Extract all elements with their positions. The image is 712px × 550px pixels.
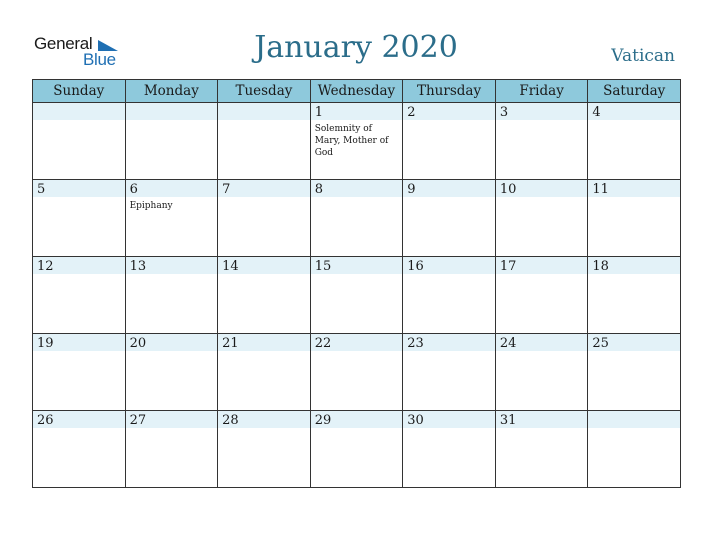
day-number: 17: [499, 259, 517, 274]
day-number: 27: [129, 413, 147, 428]
logo-word-general: General: [34, 34, 93, 53]
day-number: 29: [314, 413, 332, 428]
day-number: [33, 103, 125, 105]
day-cell: [588, 411, 681, 488]
day-number: 2: [407, 105, 416, 120]
day-cell: [125, 103, 218, 180]
day-cell: [125, 411, 218, 488]
day-number: 28: [222, 413, 239, 428]
day-number: 5: [37, 182, 46, 197]
day-number: 9: [407, 182, 416, 197]
weekday-header: Wednesday: [310, 80, 403, 103]
day-cell: [403, 411, 496, 488]
day-number: 31: [499, 413, 517, 428]
day-cell: [218, 103, 311, 180]
day-cell: [310, 103, 403, 180]
day-number: 7: [222, 182, 231, 197]
day-number: 12: [37, 259, 54, 274]
day-cell: [33, 334, 126, 411]
calendar-grid: [32, 79, 681, 488]
day-cell: [310, 180, 403, 257]
day-number: 3: [499, 105, 509, 120]
day-cell: [33, 180, 126, 257]
weekday-header: Saturday: [588, 80, 681, 103]
day-number: 30: [407, 413, 424, 428]
day-cell: [588, 103, 681, 180]
day-number-band: [588, 411, 680, 428]
day-cell: [310, 334, 403, 411]
logo-word-blue: Blue: [83, 50, 116, 69]
day-number: 8: [314, 182, 323, 197]
day-number: [218, 103, 310, 105]
day-cell: [125, 334, 218, 411]
day-number: 1: [314, 105, 323, 120]
weekday-header: Monday: [125, 80, 218, 103]
day-number: 18: [592, 259, 609, 274]
weekday-header: Sunday: [33, 80, 126, 103]
day-number: 21: [222, 336, 239, 351]
calendar-body: [33, 103, 681, 488]
day-number-band: [126, 103, 218, 120]
day-number: 14: [222, 259, 239, 274]
day-number: 4: [592, 105, 601, 120]
day-cell: [403, 103, 496, 180]
day-cell: [495, 334, 588, 411]
day-cell: [125, 257, 218, 334]
day-number: 22: [314, 336, 332, 351]
day-number: 24: [499, 336, 517, 351]
page-title: January 2020: [254, 30, 458, 65]
day-cell: [495, 411, 588, 488]
day-number: [126, 103, 218, 105]
day-number: 23: [407, 336, 424, 351]
day-cell: [33, 103, 126, 180]
day-cell: [310, 411, 403, 488]
day-number: 19: [37, 336, 54, 351]
day-number: 6: [129, 182, 138, 197]
day-cell: [588, 257, 681, 334]
week-row: [33, 411, 681, 488]
day-number: 26: [37, 413, 54, 428]
weekday-header: Friday: [495, 80, 588, 103]
day-number-band: [218, 103, 310, 120]
weekday-header: Tuesday: [218, 80, 311, 103]
week-row: [33, 257, 681, 334]
day-cell: [33, 257, 126, 334]
day-cell: [495, 180, 588, 257]
day-cell: [33, 411, 126, 488]
day-cell: [588, 334, 681, 411]
day-cell: [310, 257, 403, 334]
day-cell: [218, 257, 311, 334]
day-number: 20: [129, 336, 147, 351]
day-number: [588, 411, 680, 413]
day-cell: [125, 180, 218, 257]
day-number: 15: [314, 259, 332, 274]
day-number: 16: [407, 259, 424, 274]
country-label: Vatican: [611, 46, 675, 66]
day-cell: [495, 103, 588, 180]
holiday-label: Epiphany: [129, 201, 173, 211]
week-row: [33, 334, 681, 411]
day-cell: [218, 180, 311, 257]
day-cell: [403, 257, 496, 334]
day-number: 11: [592, 182, 609, 197]
week-row: [33, 103, 681, 180]
day-cell: [218, 411, 311, 488]
weekday-header: Thursday: [403, 80, 496, 103]
day-cell: [495, 257, 588, 334]
day-cell: [403, 180, 496, 257]
day-cell: [588, 180, 681, 257]
day-number: 10: [499, 182, 517, 197]
holiday-label: Solemnity of Mary, Mother of God: [314, 124, 389, 158]
day-cell: [218, 334, 311, 411]
day-number: 13: [129, 259, 147, 274]
day-number-band: [33, 103, 125, 120]
week-row: [33, 180, 681, 257]
day-cell: [403, 334, 496, 411]
day-number: 25: [592, 336, 609, 351]
weekday-header-row: [33, 80, 681, 103]
